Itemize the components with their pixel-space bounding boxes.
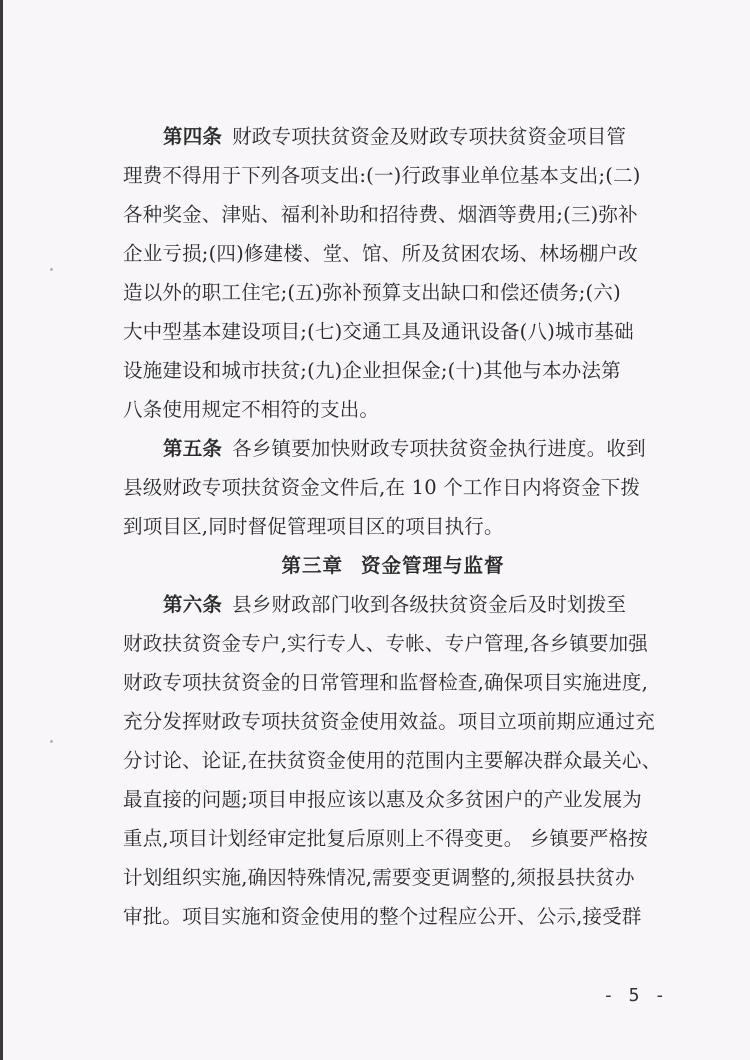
article-4-line-3: 各种奖金、津贴、福利补助和招待费、烟酒等费用;(三)弥补	[123, 203, 638, 226]
chapter-3-heading	[123, 546, 663, 585]
article-4-label: 第四条	[163, 125, 223, 148]
article-6-line-5: 分讨论、论证,在扶贫资金使用的范围内主要解决群众最关心、	[123, 749, 662, 772]
article-6-line-9: 审批。项目实施和资金使用的整个过程应公开、公示,接受群	[123, 905, 642, 928]
article-6-line-2: 财政扶贫资金专户,实行专人、专帐、专户管理,各乡镇要加强	[123, 632, 648, 655]
article-4-line-4: 企业亏损;(四)修建楼、堂、馆、所及贫困农场、林场棚户改	[123, 242, 638, 265]
article-6-line-8: 计划组织实施,确因特殊情况,需要变更调整的,须报县扶贫办	[123, 866, 635, 889]
article-4-line-7: 设施建设和城市扶贫;(九)企业担保金;(十)其他与本办法第	[123, 359, 621, 382]
scan-speck	[50, 740, 53, 743]
article-6-label: 第六条	[163, 593, 223, 616]
article-6-line-3: 财政专项扶贫资金的日常管理和监督检查,确保项目实施进度,	[123, 671, 648, 694]
article-5-label: 第五条	[163, 437, 223, 460]
document-body	[123, 117, 663, 936]
article-4-line-5: 造以外的职工住宅;(五)弥补预算支出缺口和偿还债务;(六)	[123, 281, 621, 304]
chapter-title: 资金管理与监督	[361, 554, 505, 577]
article-4-line-6: 大中型基本建设项目;(七)交通工具及通讯设备(八)城市基础	[123, 320, 634, 343]
article-4-line-2: 理费不得用于下列各项支出:(一)行政事业单位基本支出;(二)	[123, 164, 641, 187]
article-5-line-1: 第五条 各乡镇要加快财政专项扶贫资金执行进度。收到	[163, 437, 646, 460]
article-6-line-1: 第六条 县乡财政部门收到各级扶贫资金后及时划拨至	[163, 593, 627, 616]
article-4-line-1: 第四条 财政专项扶贫资金及财政专项扶贫资金项目管	[163, 125, 627, 148]
article-5-line-2: 县级财政专项扶贫资金文件后,在 10 个工作日内将资金下拨	[123, 476, 641, 499]
scan-speck	[50, 268, 53, 271]
article-6-line-4: 充分发挥财政专项扶贫资金使用效益。项目立项前期应通过充	[123, 710, 655, 733]
article-5-line-3: 到项目区,同时督促管理项目区的项目执行。	[123, 515, 504, 538]
article-6-line-7: 重点,项目计划经审定批复后原则上不得变更。 乡镇要严格按	[123, 827, 648, 850]
page-number: - 5 -	[603, 985, 668, 1006]
article-6-line-6: 最直接的问题;项目申报应该以惠及众多贫困户的产业发展为	[123, 788, 642, 811]
chapter-number: 第三章	[281, 554, 343, 577]
article-4-line-8: 八条使用规定不相符的支出。	[123, 398, 380, 421]
